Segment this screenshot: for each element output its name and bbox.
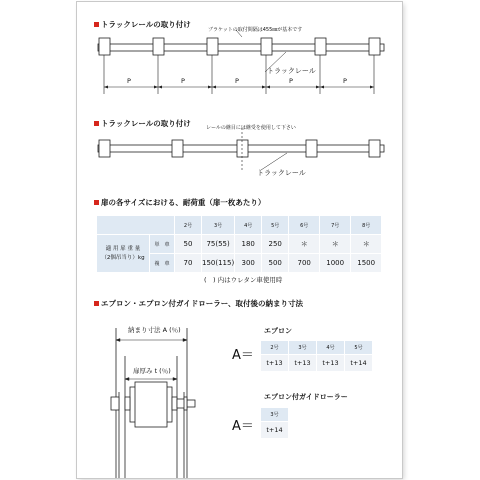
catalog-page xyxy=(77,2,402,478)
section-heading-load-capacity xyxy=(94,197,265,208)
table-cell: ＊ xyxy=(289,235,320,254)
table-cell: 180 xyxy=(235,235,262,254)
bracket xyxy=(306,140,317,157)
bracket xyxy=(369,140,380,157)
bracket xyxy=(369,38,380,55)
apron-guide-table xyxy=(260,407,289,439)
table-header-cell: 6号 xyxy=(289,216,320,235)
bracket xyxy=(172,140,183,157)
table-cell: 150(115) xyxy=(202,254,235,273)
table-cell: t+13 xyxy=(261,355,289,372)
door-thickness-label: 扉厚み t (％) xyxy=(133,367,171,375)
apron-section-drawing xyxy=(111,328,195,478)
table-header-cell: 5号 xyxy=(262,216,289,235)
apron-a-label: A＝ xyxy=(232,348,254,363)
rail-label: トラックレール xyxy=(257,169,306,177)
table-header-cell: 3号 xyxy=(261,408,289,422)
section-heading-rail-mounting xyxy=(94,19,191,30)
table-header-cell: 3号 xyxy=(202,216,235,235)
table-header-cell: 2号 xyxy=(261,341,289,355)
bracket xyxy=(153,38,164,55)
load-capacity-table xyxy=(96,215,382,273)
table-header-row xyxy=(97,216,382,235)
red-square-icon xyxy=(94,22,99,27)
red-square-icon xyxy=(94,301,99,306)
table-cell: 500 xyxy=(262,254,289,273)
heading-text: エプロン・エプロン付ガイドローラー、取付後の納まり寸法 xyxy=(101,299,303,308)
table-cell: 700 xyxy=(289,254,320,273)
bracket xyxy=(261,38,272,55)
track-rail xyxy=(98,44,384,51)
table-cell: 50 xyxy=(175,235,202,254)
bracket xyxy=(237,140,248,157)
pitch-label: P xyxy=(289,77,293,85)
table-header-cell: 3号 xyxy=(289,341,317,355)
table-cell: t+13 xyxy=(317,355,345,372)
heading-text: トラックレールの取り付け xyxy=(101,20,191,29)
table-row xyxy=(261,355,373,372)
table-cell: 75(55) xyxy=(202,235,235,254)
table-cell: 1500 xyxy=(351,254,382,273)
table-header-cell: 2号 xyxy=(175,216,202,235)
rail-label: トラックレール xyxy=(267,67,316,75)
heading-text: 扉の各サイズにおける、耐荷重（扉一枚あたり） xyxy=(101,198,266,207)
table-cell: 300 xyxy=(235,254,262,273)
apron-table xyxy=(260,340,373,372)
pitch-label: P xyxy=(235,77,239,85)
table-cell: 1000 xyxy=(320,254,351,273)
red-square-icon xyxy=(94,200,99,205)
table-header-row xyxy=(261,408,289,422)
heading-text: トラックレールの取り付け xyxy=(101,119,191,128)
pitch-label: P xyxy=(127,77,131,85)
pitch-label: P xyxy=(181,77,185,85)
table-row xyxy=(97,235,382,254)
table-cell: 70 xyxy=(175,254,202,273)
bracket xyxy=(99,38,110,55)
section-heading-rail-joint xyxy=(94,118,191,129)
table-cell: ＊ xyxy=(320,235,351,254)
rail-diagram-2 xyxy=(98,140,384,157)
table-footnote: ( ) 内はウレタン車使用時 xyxy=(204,276,283,284)
bracket xyxy=(99,140,110,157)
table-header-cell: 7号 xyxy=(320,216,351,235)
row-group-label: 適 用 扉 重 量 （2個吊当り）kg xyxy=(97,235,150,273)
bracket xyxy=(207,38,218,55)
rail-joint-note: レールの継目には継受を使用して下さい xyxy=(206,125,296,131)
dimension-a-label: 納まり寸法 A (％) xyxy=(128,326,181,334)
bracket-spacing-note: ブラケットの取付間隔は455㎜が基本です xyxy=(208,27,303,33)
rail-diagram-1 xyxy=(98,38,384,55)
row-label: 単 車 xyxy=(150,235,175,254)
table-header-cell: 4号 xyxy=(317,341,345,355)
table-header-cell: 8号 xyxy=(351,216,382,235)
apron-guide-a-label: A＝ xyxy=(232,419,254,434)
table-header-cell: 4号 xyxy=(235,216,262,235)
table-row xyxy=(261,422,289,439)
table-cell: t+14 xyxy=(261,422,289,439)
table-cell: ＊ xyxy=(351,235,382,254)
row-label: 複 車 xyxy=(150,254,175,273)
table-cell: t+14 xyxy=(345,355,373,372)
red-square-icon xyxy=(94,121,99,126)
bracket xyxy=(315,38,326,55)
table-header-row xyxy=(261,341,373,355)
pitch-label: P xyxy=(343,77,347,85)
pitch-dimension-lines xyxy=(104,55,374,94)
table-cell: 250 xyxy=(262,235,289,254)
apron-title: エプロン xyxy=(264,327,292,335)
apron-guide-title: エプロン付ガイドローラー xyxy=(264,393,348,401)
table-cell: t+13 xyxy=(289,355,317,372)
section-heading-apron xyxy=(94,298,303,309)
table-header-cell: 5号 xyxy=(345,341,373,355)
